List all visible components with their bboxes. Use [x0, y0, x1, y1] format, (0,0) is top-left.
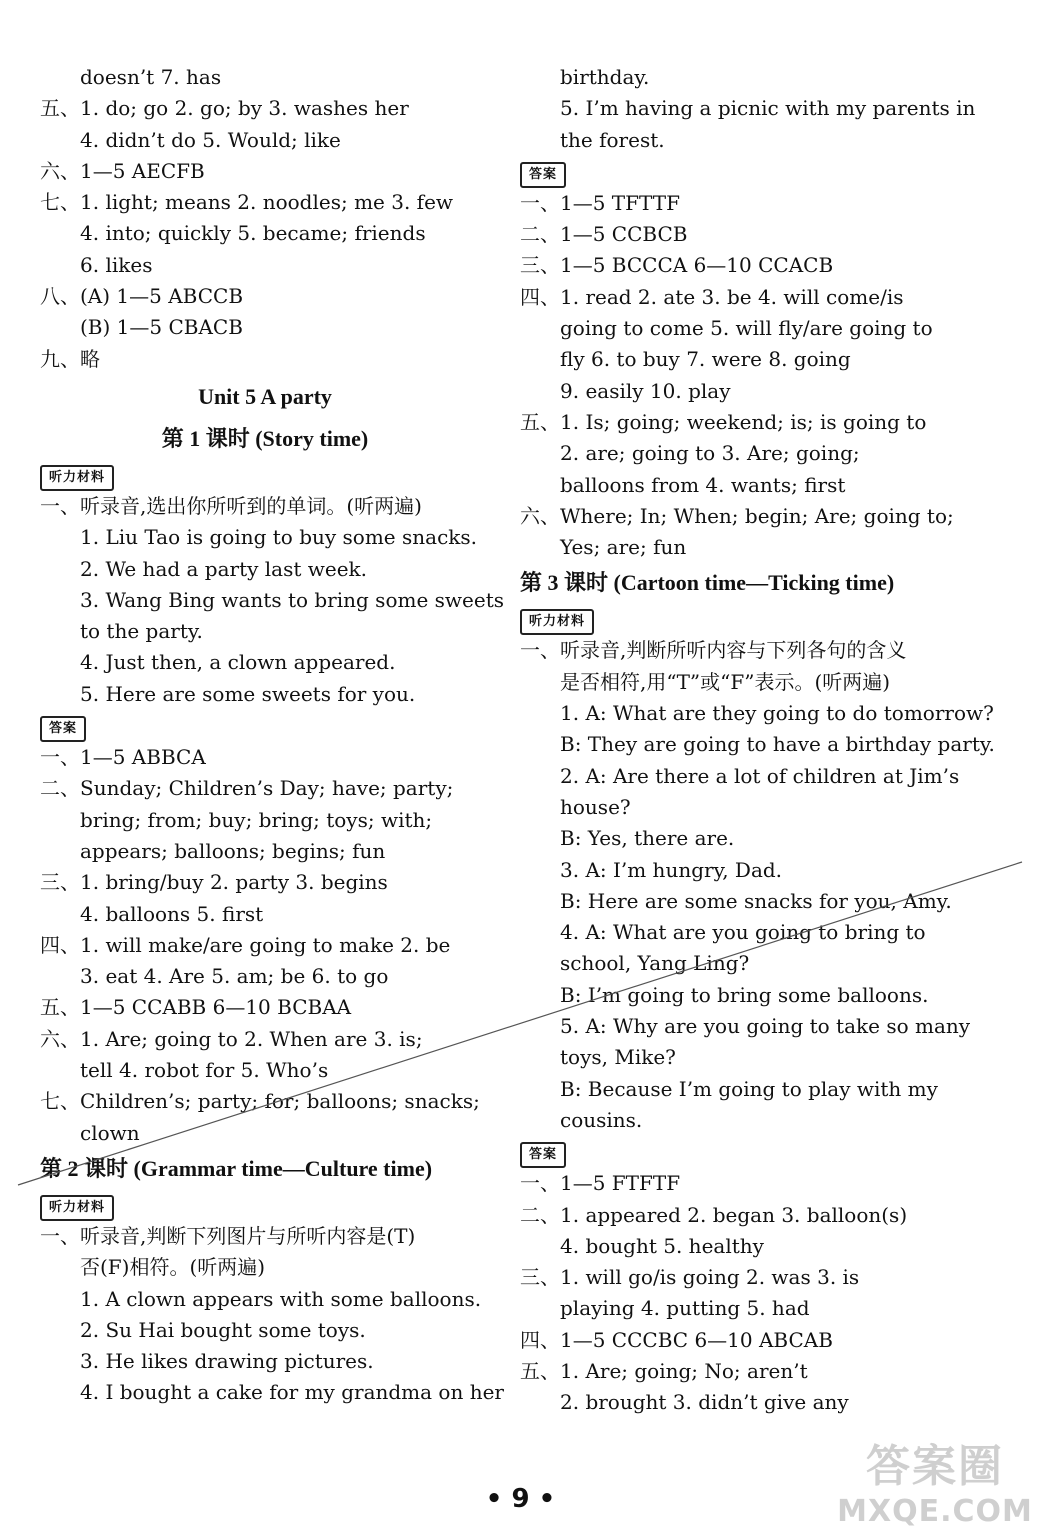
- answer-line: (B) 1—5 CBACB: [80, 315, 243, 340]
- answer-tag: 答案: [40, 716, 86, 742]
- answer-line: 一、听录音,选出你所听到的单词。(听两遍): [40, 493, 422, 518]
- answer-line: B: Yes, there are.: [560, 826, 735, 851]
- answer-line: 4. balloons 5. first: [80, 901, 264, 926]
- answer-line: 4. I bought a cake for my grandma on her: [80, 1380, 504, 1405]
- answer-line: 是否相符,用“T”或“F”表示。(听两遍): [560, 669, 891, 694]
- answer-line: B: I’m going to bring some balloons.: [560, 982, 929, 1007]
- answer-line: 4. into; quickly 5. became; friends: [80, 221, 426, 246]
- listening-material-tag: 听力材料: [520, 609, 594, 635]
- answer-line: 六、1. Are; going to 2. When are 3. is;: [40, 1026, 423, 1051]
- answer-line: doesn’t 7. has: [80, 65, 222, 89]
- answer-line: 五、1. Are; going; No; aren’t: [520, 1358, 808, 1383]
- answer-line: to the party.: [80, 619, 203, 644]
- watermark-chars: 答案圈: [866, 1441, 1004, 1492]
- answer-line: 3. eat 4. Are 5. am; be 6. to go: [80, 964, 389, 989]
- answer-line: clown: [80, 1120, 140, 1145]
- answer-tag: 答案: [520, 1142, 566, 1168]
- answer-line: 五、1. do; go 2. go; by 3. washes her: [40, 96, 409, 121]
- answer-line: 五、1—5 CCABB 6—10 BCBAA: [40, 995, 352, 1020]
- answer-line: birthday.: [560, 65, 650, 89]
- answer-line: 3. A: I’m hungry, Dad.: [560, 857, 783, 882]
- answer-line: 四、1. will make/are going to make 2. be: [40, 932, 451, 957]
- answer-line: house?: [560, 794, 631, 819]
- answer-line: 4. A: What are you going to bring to: [560, 920, 926, 945]
- answer-line: playing 4. putting 5. had: [560, 1296, 810, 1321]
- answer-line: 一、1—5 ABBCA: [40, 745, 206, 770]
- answer-line: 5. Here are some sweets for you.: [80, 681, 416, 706]
- answer-line: 2. brought 3. didn’t give any: [560, 1390, 849, 1415]
- listening-material-tag: 听力材料: [40, 465, 114, 491]
- answer-line: 6. likes: [80, 252, 153, 277]
- answer-line: 二、1—5 CCBCB: [520, 222, 688, 247]
- answer-line: B: Because I’m going to play with my: [560, 1076, 938, 1101]
- answer-line: 3. Wang Bing wants to bring some sweets: [80, 587, 504, 612]
- answer-line: 9. easily 10. play: [560, 378, 731, 403]
- lesson-heading: 第 3 课时 (Cartoon time—Ticking time): [520, 570, 895, 596]
- answer-line: fly 6. to buy 7. were 8. going: [560, 347, 851, 372]
- answer-line: school, Yang Ling?: [560, 951, 750, 976]
- answer-line: 六、1—5 AECFB: [40, 158, 205, 183]
- answer-line: B: They are going to have a birthday party.: [560, 732, 995, 757]
- watermark-logo: [835, 1430, 1035, 1530]
- answer-line: toys, Mike?: [560, 1045, 676, 1070]
- answer-line: 否(F)相符。(听两遍): [80, 1255, 266, 1280]
- answer-line: 四、1. read 2. ate 3. be 4. will come/is: [520, 284, 904, 309]
- lesson-heading: 第 2 课时 (Grammar time—Culture time): [40, 1155, 433, 1181]
- answer-line: 三、1. will go/is going 2. was 3. is: [520, 1265, 860, 1290]
- answer-line: 4. Just then, a clown appeared.: [80, 650, 396, 675]
- answer-line: 六、Where; In; When; begin; Are; going to;: [520, 503, 954, 528]
- answer-line: 3. He likes drawing pictures.: [80, 1349, 374, 1374]
- answer-line: 4. bought 5. healthy: [560, 1233, 764, 1258]
- answer-line: bring; from; buy; bring; toys; with;: [80, 807, 433, 832]
- answer-line: 三、1. bring/buy 2. party 3. begins: [40, 870, 388, 895]
- answer-line: 1. A: What are they going to do tomorrow?: [560, 701, 994, 726]
- answer-line: 4. didn’t do 5. Would; like: [80, 127, 341, 152]
- answer-line: 1. Liu Tao is going to buy some snacks.: [80, 525, 478, 550]
- answer-line: 二、Sunday; Children’s Day; have; party;: [40, 776, 454, 801]
- lesson-heading: 第 1 课时 (Story time): [161, 425, 369, 451]
- page-number: • 9 •: [485, 1484, 556, 1514]
- answer-line: 四、1—5 CCCBC 6—10 ABCAB: [520, 1327, 833, 1352]
- answer-line: B: Here are some snacks for you, Amy.: [560, 888, 952, 913]
- answer-line: 2. are; going to 3. Are; going;: [560, 441, 860, 466]
- answer-line: cousins.: [560, 1107, 643, 1132]
- answer-line: 二、1. appeared 2. began 3. balloon(s): [520, 1202, 908, 1227]
- answer-line: 一、听录音,判断下列图片与所听内容是(T): [40, 1223, 416, 1248]
- answer-line: 七、1. light; means 2. noodles; me 3. few: [40, 190, 454, 215]
- unit-title: Unit 5 A party: [198, 383, 332, 409]
- answer-line: 一、1—5 FTFTF: [520, 1171, 681, 1196]
- answer-line: 九、略: [40, 346, 100, 371]
- answer-line: 一、1—5 TFTTF: [520, 190, 680, 215]
- answer-line: balloons from 4. wants; first: [560, 472, 846, 497]
- answer-line: Yes; are; fun: [560, 535, 687, 560]
- answer-line: tell 4. robot for 5. Who’s: [80, 1058, 329, 1083]
- answer-line: the forest.: [560, 127, 665, 152]
- answer-tag: 答案: [520, 162, 566, 188]
- answer-line: 2. Su Hai bought some toys.: [80, 1317, 366, 1342]
- answer-line: 三、1—5 BCCCA 6—10 CCACB: [520, 253, 834, 278]
- answer-line: 一、听录音,判断所听内容与下列各句的含义: [520, 638, 907, 663]
- answer-line: going to come 5. will fly/are going to: [560, 316, 933, 341]
- answer-line: 2. We had a party last week.: [80, 556, 368, 581]
- answer-line: 八、(A) 1—5 ABCCB: [40, 284, 244, 309]
- answer-line: 五、1. Is; going; weekend; is; is going to: [520, 409, 927, 434]
- answer-line: appears; balloons; begins; fun: [80, 838, 386, 863]
- answer-line: 2. A: Are there a lot of children at Jim’s: [560, 763, 960, 788]
- answer-line: 5. A: Why are you going to take so many: [560, 1014, 971, 1039]
- listening-material-tag: 听力材料: [40, 1195, 114, 1221]
- answer-line: 5. I’m having a picnic with my parents in: [560, 96, 976, 121]
- answer-line: 1. A clown appears with some balloons.: [80, 1286, 482, 1311]
- answer-line: 七、Children’s; party; for; balloons; snacks;: [40, 1089, 480, 1114]
- watermark-site: MXQE.COM: [837, 1494, 1033, 1529]
